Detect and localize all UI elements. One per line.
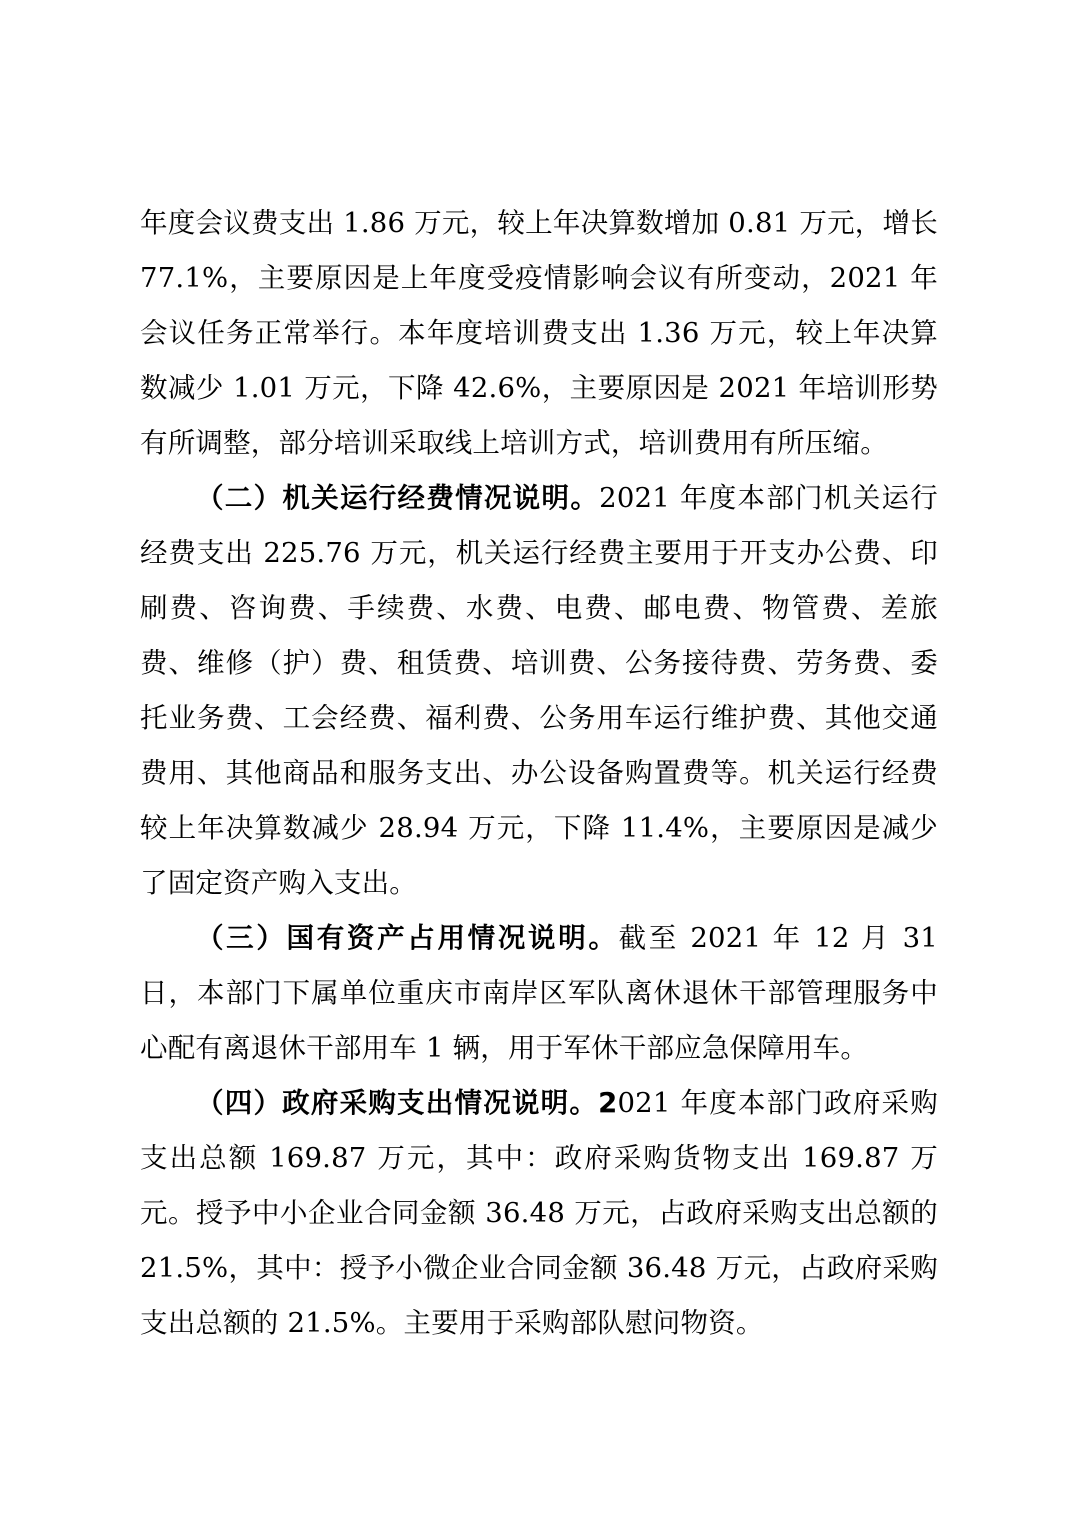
paragraph-training-meeting-fees xyxy=(140,196,938,471)
section-heading-government-procurement: （四）政府采购支出情况说明。2 xyxy=(196,1087,618,1119)
section-heading-operating-expenses: （二）机关运行经费情况说明。 xyxy=(196,482,600,514)
paragraph-body: 2021 年度本部门机关运行经费支出 225.76 万元，机关运行经费主要用于开支办公费、印刷费、咨询费、手续费、水费、电费、邮电费、物管费、差旅费、维修（护）费、租赁费、培训费、公务接待费、劳务费、委托业务费、工会经费、福利费、公务用车运行维护费、其他交通费用、其他商品和服务支出、办公设备购置费等。机关运行经费较上年决算数减少 28.94 万元，下降 11.4%，主要原因是减少了固定资产购入支出。 xyxy=(140,482,938,899)
paragraph-government-procurement xyxy=(140,1076,938,1351)
document-page xyxy=(140,196,938,1351)
paragraph-body: 截至 2021 年 12 月 31 日，本部门下属单位重庆市南岸区军队离休退休干部管理服务中心配有离退休干部用车 1 辆，用于军休干部应急保障用车。 xyxy=(140,922,938,1064)
section-heading-state-assets: （三）国有资产占用情况说明。 xyxy=(196,922,619,954)
paragraph-body: 年度会议费支出 1.86 万元，较上年决算数增加 0.81 万元，增长 77.1%，主要原因是上年度受疫情影响会议有所变动，2021 年会议任务正常举行。本年度培训费支出 1.36 万元，较上年决算数减少 1.01 万元，下降 42.6%，主要原因是 2021 年培训形势有所调整，部分培训采取线上培训方式，培训费用有所压缩。 xyxy=(140,207,938,459)
paragraph-operating-expenses xyxy=(140,471,938,911)
paragraph-state-assets xyxy=(140,911,938,1076)
paragraph-body: 021 年度本部门政府采购支出总额 169.87 万元，其中：政府采购货物支出 169.87 万元。授予中小企业合同金额 36.48 万元，占政府采购支出总额的 21.5%，其中：授予小微企业合同金额 36.48 万元，占政府采购支出总额的 21.5%。主要用于采购部队慰问物资。 xyxy=(140,1087,938,1339)
